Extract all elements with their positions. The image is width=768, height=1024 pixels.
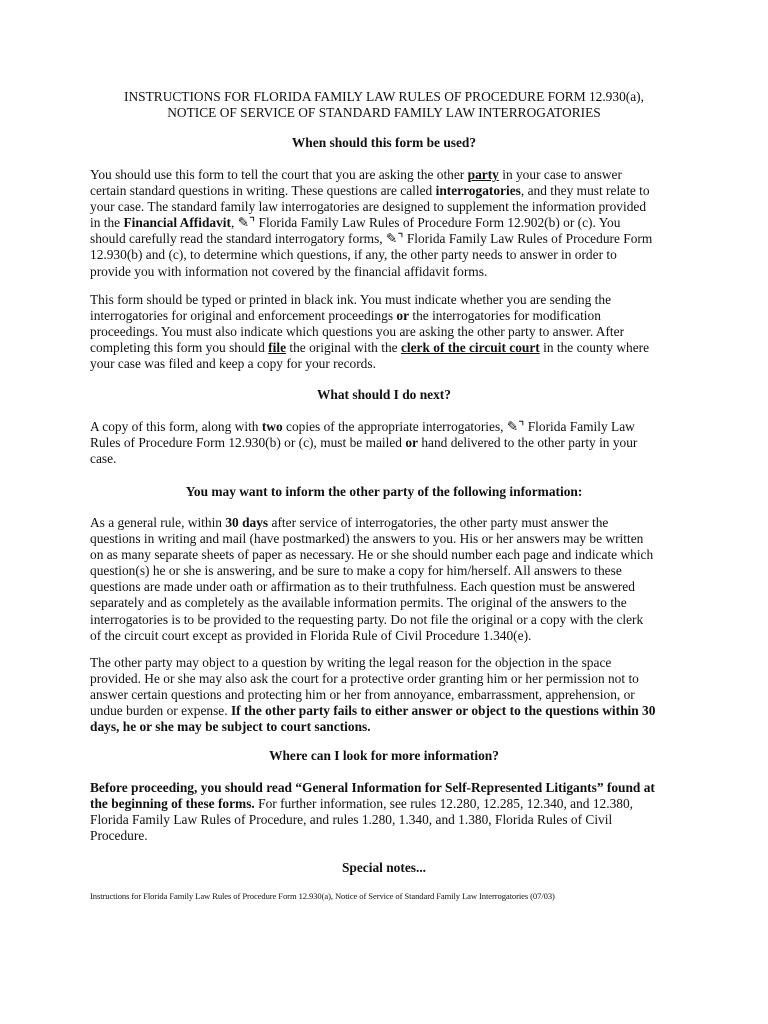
text-line [90, 264, 690, 280]
paragraph-answer-rules [90, 515, 690, 644]
emphasized-text: 30 days [225, 515, 269, 530]
emphasized-text: If the other party fails to either answer or object to the questions within 30 [230, 703, 656, 719]
text-line [90, 308, 690, 324]
text-segment: hand delivered to the other party in your [418, 435, 638, 451]
text-segment: The other party may object to a question by writing the legal reason for the objection in the space [90, 655, 612, 670]
title-line-1: INSTRUCTIONS FOR FLORIDA FAMILY LAW RULES OF PROCEDURE FORM 12.930(a), [124, 89, 644, 104]
text-line [90, 595, 690, 611]
text-line [90, 812, 690, 828]
text-segment: the original with the [286, 340, 401, 356]
text-line [90, 531, 690, 547]
text-segment: questions are made under oath or affirmation as to their truthfulness. Each question must be answered [90, 579, 635, 595]
text-line [90, 435, 690, 451]
text-line [90, 419, 690, 435]
text-segment: proceedings. You must also indicate which questions you are asking the other party to answer. After [90, 324, 625, 340]
text-segment: provide you with information not covered by the financial affidavit forms. [90, 263, 488, 279]
paragraph-objections [90, 655, 690, 735]
text-line [90, 579, 690, 595]
text-segment: undue burden or expense. [90, 703, 231, 719]
heading-where: Where can I look for more information? [269, 748, 499, 763]
text-segment: question(s) he or she is answering, and be sure to make a copy for him/herself. All answers to these [90, 563, 622, 579]
text-segment: 12.930(b) and (c), to determine which questions, if any, the other party needs to answer in order to [90, 247, 617, 263]
emphasized-text: party [467, 167, 499, 182]
text-segment: questions in writing and mail (have postmarked) the answers to you. His or her answers may be written [90, 531, 644, 547]
text-line [90, 796, 690, 812]
emphasized-text: or [396, 308, 410, 324]
paragraph-more-info [90, 780, 690, 844]
text-segment: Rules of Procedure Form 12.930(b) or (c), must be mailed [90, 435, 406, 451]
text-line [90, 183, 690, 199]
text-line [90, 247, 690, 263]
text-segment: , ✎⌝ Florida Family Law Rules of Procedure Form 12.902(b) or (c). You [231, 215, 621, 231]
text-line [90, 292, 690, 308]
page-footer: Instructions for Florida Family Law Rules of Procedure Form 12.930(a), Notice of Service of Standard Family Law Interrogatories (07/03) [90, 891, 555, 901]
text-segment: provided. He or she may also ask the court for a protective order granting him or her permission not to [90, 671, 639, 687]
text-segment: your case. The standard family law interrogatories are designed to supplement the information provided [90, 199, 647, 215]
text-segment: completing this form you should [90, 340, 269, 356]
text-segment: separately and as completely as the available information permits. The original of the answers to the [90, 595, 627, 611]
text-segment: interrogatories for original and enforcement proceedings [90, 308, 397, 324]
heading-when: When should this form be used? [291, 135, 477, 150]
emphasized-text: Before proceeding, you should read “General Information for Self-Represented Litigants” found at [90, 780, 655, 795]
text-segment: You should use this form to tell the court that you are asking the other [90, 167, 468, 182]
text-segment: answer certain questions and protecting him or her from annoyance, embarrassment, apprehension, or [90, 687, 635, 703]
text-line [90, 612, 690, 628]
emphasized-text: file [268, 340, 287, 356]
text-segment: case. [90, 451, 117, 467]
emphasized-text: two [261, 419, 283, 434]
text-line [90, 324, 690, 340]
text-segment: Florida Family Law Rules of Procedure, and rules 1.280, 1.340, and 1.380, Florida Rules of Civil [90, 812, 613, 828]
text-segment: of the circuit court except as provided in Florida Rule of Civil Procedure 1.340(e). [90, 627, 532, 643]
paragraph-purpose [90, 167, 690, 280]
text-line [90, 199, 690, 215]
text-line [90, 628, 690, 644]
text-segment: , and they must relate to [520, 183, 650, 199]
text-segment: the interrogatories for modification [409, 308, 601, 324]
title-line-2: NOTICE OF SERVICE OF STANDARD FAMILY LAW INTERROGATORIES [167, 105, 601, 121]
text-segment: after service of interrogatories, the other party must answer the [268, 515, 609, 530]
text-segment: copies of the appropriate interrogatories, ✎⌝ Florida Family Law [282, 419, 635, 434]
text-line [90, 563, 690, 579]
text-segment: on as many separate sheets of paper as necessary. He or she should number each page and indicate which [90, 547, 654, 563]
text-segment: A copy of this form, along with [90, 419, 262, 434]
text-line [90, 655, 690, 671]
text-line [90, 356, 690, 372]
text-segment: This form should be typed or printed in black ink. You must indicate whether you are sending the [90, 292, 612, 307]
text-segment: in the county where [539, 340, 650, 356]
text-line [90, 687, 690, 703]
emphasized-text: or [405, 435, 418, 451]
emphasized-text: the beginning of these forms. [90, 796, 255, 812]
text-line [90, 671, 690, 687]
text-segment: in the [90, 215, 124, 231]
text-line [90, 215, 690, 231]
text-line [90, 167, 690, 183]
text-line [90, 703, 690, 719]
emphasized-text: Financial Affidavit [123, 215, 231, 231]
text-line [90, 547, 690, 563]
emphasized-text: clerk of the circuit court [400, 340, 540, 356]
emphasized-text: interrogatories [435, 183, 521, 199]
text-segment: your case was filed and keep a copy for your records. [90, 356, 376, 372]
emphasized-text: days, he or she may be subject to court sanctions. [90, 719, 371, 735]
text-line [90, 828, 690, 844]
text-line [90, 231, 690, 247]
document-title [0, 89, 768, 121]
text-segment: As a general rule, within [90, 515, 226, 530]
text-segment: Procedure. [90, 828, 148, 844]
text-segment: certain standard questions in writing. These questions are called [90, 183, 436, 199]
paragraph-filing [90, 292, 690, 372]
text-line [90, 340, 690, 356]
heading-next: What should I do next? [317, 387, 451, 402]
text-line [90, 719, 690, 735]
heading-special-notes: Special notes... [341, 860, 427, 875]
text-line [90, 780, 690, 796]
paragraph-delivery [90, 419, 690, 467]
text-line [90, 451, 690, 467]
text-segment: should carefully read the standard interrogatory forms, ✎⌝ Florida Family Law Rules of Procedure Form [90, 231, 653, 247]
text-segment: in your case to answer [498, 167, 622, 182]
text-segment: For further information, see rules 12.280, 12.285, 12.340, and 12.380, [254, 796, 634, 812]
text-line [90, 515, 690, 531]
heading-inform: You may want to inform the other party of the following information: [185, 484, 583, 499]
text-segment: interrogatories is to be provided to the requesting party. Do not file the original or a copy with the clerk [90, 611, 644, 627]
